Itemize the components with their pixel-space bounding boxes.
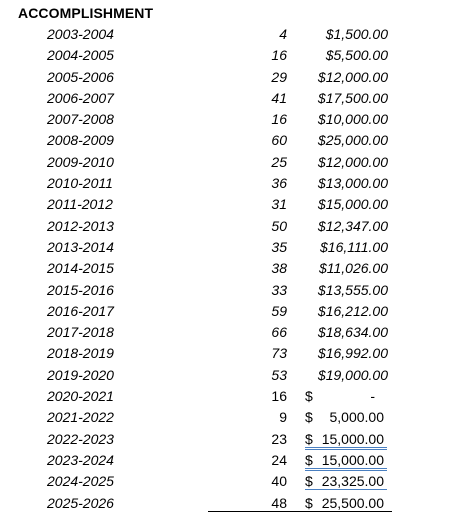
- year-cell[interactable]: 2012-2013: [47, 217, 114, 234]
- count-cell[interactable]: 24: [271, 451, 287, 468]
- year-cell[interactable]: 2017-2018: [47, 324, 114, 341]
- amount-cell[interactable]: $5,500.00: [325, 47, 388, 64]
- year-cell[interactable]: 2019-2020: [47, 366, 114, 383]
- count-cell[interactable]: 25: [271, 153, 287, 170]
- year-cell[interactable]: 2018-2019: [47, 345, 114, 362]
- currency-symbol: $: [305, 473, 313, 490]
- table-row[interactable]: [0, 67, 457, 88]
- amount-cell[interactable]: $18,634.00: [317, 324, 388, 341]
- currency-symbol: $: [305, 451, 313, 468]
- table-row[interactable]: [0, 386, 457, 407]
- year-cell[interactable]: 2016-2017: [47, 302, 114, 319]
- amount-value: 23,325.00: [321, 473, 384, 490]
- table-row[interactable]: [0, 194, 457, 215]
- year-cell[interactable]: 2011-2012: [47, 196, 113, 213]
- accounting-amount-cell[interactable]: [305, 430, 387, 448]
- amount-cell[interactable]: $13,555.00: [317, 281, 388, 298]
- year-cell[interactable]: 2022-2023: [47, 430, 114, 447]
- table-row[interactable]: [0, 173, 457, 194]
- year-cell[interactable]: 2005-2006: [47, 68, 114, 85]
- count-cell[interactable]: 50: [271, 217, 287, 234]
- table-row[interactable]: [0, 343, 457, 364]
- count-cell[interactable]: 36: [271, 175, 287, 192]
- count-cell[interactable]: 23: [271, 430, 287, 447]
- table-row[interactable]: [0, 471, 457, 492]
- count-cell[interactable]: 53: [271, 366, 287, 383]
- table-row[interactable]: [0, 152, 457, 173]
- accounting-amount-cell[interactable]: [305, 451, 387, 469]
- currency-symbol: $: [305, 430, 313, 447]
- amount-cell[interactable]: $11,026.00: [318, 260, 388, 277]
- count-cell[interactable]: 59: [271, 302, 287, 319]
- accounting-amount-cell[interactable]: [305, 494, 387, 512]
- amount-cell[interactable]: $1,500.00: [325, 26, 388, 42]
- count-cell[interactable]: 16: [271, 47, 287, 64]
- amount-cell[interactable]: $25,000.00: [317, 132, 388, 149]
- table-row[interactable]: [0, 216, 457, 237]
- year-cell[interactable]: 2021-2022: [47, 409, 114, 426]
- count-cell[interactable]: 33: [271, 281, 287, 298]
- table-row[interactable]: [0, 45, 457, 66]
- amount-value: 25,500.00: [321, 494, 384, 511]
- year-cell[interactable]: 2010-2011: [47, 175, 113, 192]
- year-cell[interactable]: 2004-2005: [47, 47, 114, 64]
- year-cell[interactable]: 2008-2009: [47, 132, 114, 149]
- amount-cell[interactable]: $17,500.00: [317, 89, 388, 106]
- sheet-title[interactable]: ACCOMPLISHMENT: [18, 5, 154, 21]
- year-cell[interactable]: 2003-2004: [47, 26, 114, 42]
- amount-value: 15,000.00: [321, 451, 384, 468]
- table-row[interactable]: [0, 258, 457, 279]
- amount-cell[interactable]: $16,111.00: [320, 238, 388, 255]
- table-row[interactable]: [0, 407, 457, 428]
- year-cell[interactable]: 2015-2016: [47, 281, 114, 298]
- table-row[interactable]: [0, 301, 457, 322]
- accounting-amount-cell[interactable]: [305, 472, 387, 490]
- table-row[interactable]: [0, 280, 457, 301]
- table-row[interactable]: [0, 24, 457, 45]
- amount-cell[interactable]: $15,000.00: [317, 196, 388, 213]
- total-border-line: [208, 511, 392, 512]
- year-cell[interactable]: 2007-2008: [47, 111, 114, 128]
- amount-value: 5,000.00: [329, 409, 384, 426]
- currency-symbol: $: [305, 494, 313, 511]
- amount-cell[interactable]: $16,212.00: [317, 302, 388, 319]
- table-row[interactable]: [0, 237, 457, 258]
- count-cell[interactable]: 48: [271, 494, 287, 511]
- amount-cell[interactable]: $16,992.00: [317, 345, 388, 362]
- count-cell[interactable]: 38: [271, 260, 287, 277]
- year-cell[interactable]: 2020-2021: [47, 388, 114, 405]
- table-row[interactable]: [0, 88, 457, 109]
- table-row[interactable]: [0, 130, 457, 151]
- amount-value: 15,000.00: [321, 430, 384, 447]
- count-cell[interactable]: 16: [271, 111, 287, 128]
- count-cell[interactable]: 40: [271, 473, 287, 490]
- accomplishment-table: [0, 24, 457, 514]
- year-cell[interactable]: 2024-2025: [47, 473, 114, 490]
- amount-cell[interactable]: $19,000.00: [317, 366, 388, 383]
- year-cell[interactable]: 2023-2024: [47, 451, 114, 468]
- table-row[interactable]: [0, 322, 457, 343]
- amount-value: -: [370, 388, 375, 405]
- year-cell[interactable]: 2025-2026: [47, 494, 114, 511]
- amount-cell[interactable]: $12,347.00: [317, 217, 388, 234]
- year-cell[interactable]: 2013-2014: [47, 238, 114, 255]
- year-cell[interactable]: 2014-2015: [47, 260, 114, 277]
- currency-symbol: $: [305, 409, 313, 426]
- count-cell[interactable]: 4: [279, 26, 287, 42]
- table-row[interactable]: [0, 365, 457, 386]
- year-cell[interactable]: 2009-2010: [47, 153, 114, 170]
- currency-symbol: $: [305, 388, 313, 405]
- table-row[interactable]: [0, 109, 457, 130]
- amount-cell[interactable]: $12,000.00: [317, 153, 388, 170]
- count-cell[interactable]: 35: [271, 238, 287, 255]
- count-cell[interactable]: 73: [271, 345, 287, 362]
- count-cell[interactable]: 31: [271, 196, 287, 213]
- count-cell[interactable]: 9: [279, 409, 287, 426]
- year-cell[interactable]: 2006-2007: [47, 89, 114, 106]
- count-cell[interactable]: 16: [271, 388, 287, 405]
- amount-cell[interactable]: $13,000.00: [317, 175, 388, 192]
- amount-cell[interactable]: $10,000.00: [317, 111, 388, 128]
- count-cell[interactable]: 60: [271, 132, 287, 149]
- table-row[interactable]: [0, 450, 457, 471]
- table-row[interactable]: [0, 429, 457, 450]
- count-cell[interactable]: 29: [271, 68, 287, 85]
- count-cell[interactable]: 41: [271, 89, 287, 106]
- count-cell[interactable]: 66: [271, 324, 287, 341]
- amount-cell[interactable]: $12,000.00: [317, 68, 388, 85]
